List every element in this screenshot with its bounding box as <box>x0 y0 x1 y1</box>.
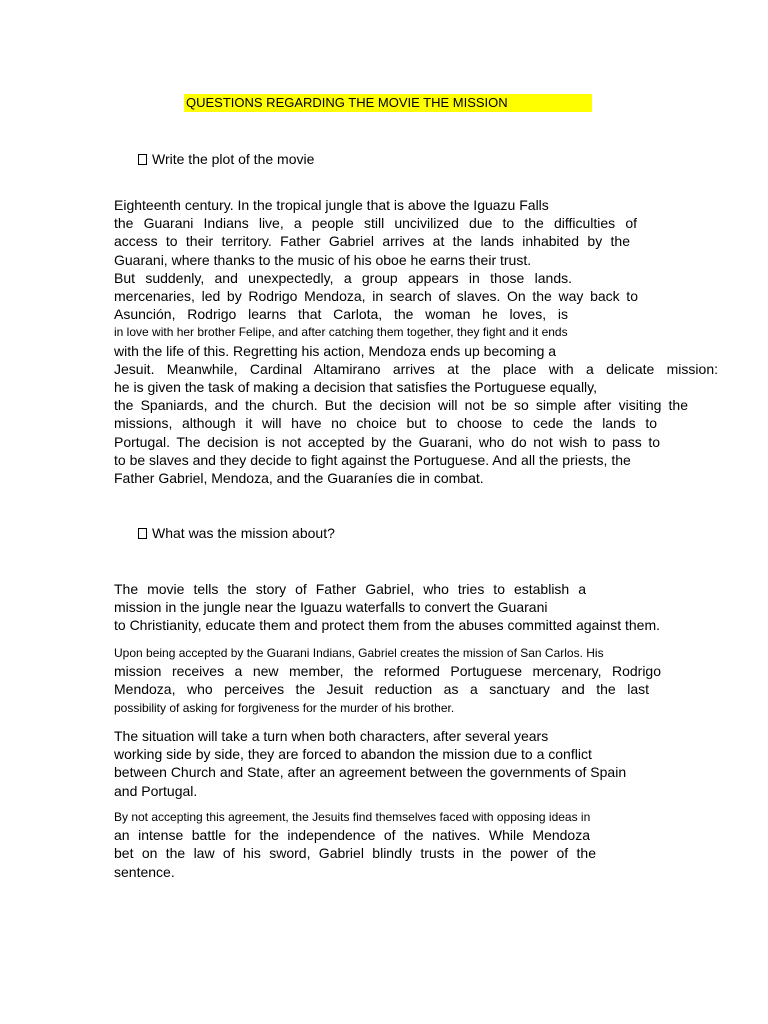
text-line: Asunción, Rodrigo learns that Carlota, the woman he loves, is <box>114 306 568 323</box>
text-line: mercenaries, led by Rodrigo Mendoza, in search of slaves. On the way back to <box>114 288 638 305</box>
text-line: possibility of asking for forgiveness for the murder of his brother. <box>114 700 455 715</box>
text-line: mission in the jungle near the Iguazu waterfalls to convert the Guarani <box>114 599 548 616</box>
text-line: in love with her brother Felipe, and after catching them together, they fight and it ends <box>114 325 568 340</box>
text-line: and Portugal. <box>114 782 198 799</box>
text-line: working side by side, they are forced to abandon the mission due to a conflict <box>114 746 592 763</box>
mission-paragraph-1 <box>114 580 718 635</box>
text-line: sentence. <box>114 863 175 880</box>
text-line: Eighteenth century. In the tropical jungle that is above the Iguazu Falls <box>114 197 549 213</box>
mission-paragraph-4 <box>114 808 718 881</box>
text-line: with the life of this. Regretting his action, Mendoza ends up becoming a <box>114 342 557 359</box>
question-mission <box>138 524 335 542</box>
plot-paragraph <box>114 196 718 487</box>
bullet-icon <box>138 154 147 165</box>
text-line: Guarani, where thanks to the music of his oboe he earns their trust. <box>114 251 532 268</box>
text-line: between Church and State, after an agreement between the governments of Spain <box>114 764 627 781</box>
text-line: to Christianity, educate them and protect them from the abuses committed against them. <box>114 617 661 634</box>
mission-paragraph-3 <box>114 727 718 800</box>
text-line: missions, although it will have no choice but to choose to cede the lands to <box>114 415 657 432</box>
text-line: Upon being accepted by the Guarani Indians, Gabriel creates the mission of San Carlos. His <box>114 646 604 660</box>
text-line: he is given the task of making a decision that satisfies the Portuguese equally, <box>114 379 598 396</box>
mission-paragraph-2 <box>114 644 718 717</box>
text-line: mission receives a new member, the reformed Portuguese mercenary, Rodrigo <box>114 663 661 680</box>
document-title: QUESTIONS REGARDING THE MOVIE THE MISSION <box>184 94 592 112</box>
text-line: bet on the law of his sword, Gabriel blindly trusts in the power of the <box>114 845 596 862</box>
text-line: Jesuit. Meanwhile, Cardinal Altamirano arrives at the place with a delicate mission: <box>114 360 718 377</box>
bullet-icon <box>138 528 147 539</box>
question-plot <box>138 150 314 168</box>
question-text: What was the mission about? <box>152 525 335 541</box>
text-line: an intense battle for the independence of the natives. While Mendoza <box>114 827 590 844</box>
text-line: to be slaves and they decide to fight against the Portuguese. And all the priests, the <box>114 451 631 468</box>
question-text: Write the plot of the movie <box>152 151 315 167</box>
text-line: Mendoza, who perceives the Jesuit reduction as a sanctuary and the last <box>114 681 649 698</box>
text-line: access to their territory. Father Gabriel arrives at the lands inhabited by the <box>114 233 630 250</box>
text-line: Portugal. The decision is not accepted by the Guarani, who do not wish to pass to <box>114 433 660 450</box>
text-line: By not accepting this agreement, the Jesuits find themselves faced with opposing ideas in <box>114 810 591 824</box>
text-line: But suddenly, and unexpectedly, a group appears in those lands. <box>114 269 572 286</box>
text-line: the Spaniards, and the church. But the decision will not be so simple after visiting the <box>114 397 688 414</box>
text-line: Father Gabriel, Mendoza, and the Guaraníes die in combat. <box>114 470 484 487</box>
text-line: the Guarani Indians live, a people still uncivilized due to the difficulties of <box>114 215 637 232</box>
text-line: The situation will take a turn when both characters, after several years <box>114 728 549 744</box>
text-line: The movie tells the story of Father Gabriel, who tries to establish a <box>114 581 586 597</box>
